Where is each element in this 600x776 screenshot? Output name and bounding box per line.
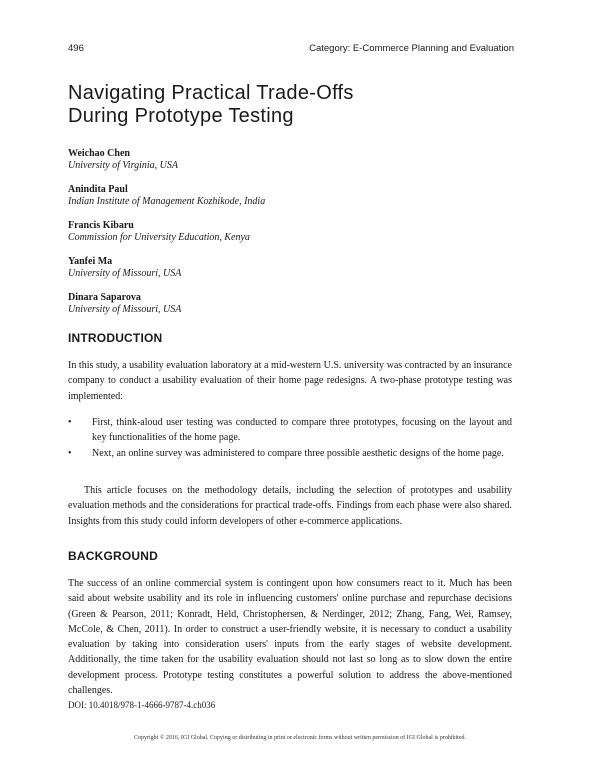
copyright-notice: Copyright © 2016, IGI Global. Copying or distributing in print or electronic forms without written permission of IGI Global is prohibited.: [133, 735, 466, 741]
bullet-text: Next, an online survey was administered to compare three possible aesthetic designs of the home page.: [92, 447, 504, 459]
author-entry: [68, 148, 265, 172]
introduction-paragraph-2: This article focuses on the methodology details, including the selection of prototypes and usability evaluation methods and the considerations for practical trade-offs. Findings from each phase were also shared. Insights from this study could inform developers of other e-commerce applications.: [68, 485, 512, 527]
bullet-text: First, think-aloud user testing was conducted to compare three prototypes, focusing on the layout and key functionalities of the home page.: [92, 417, 512, 444]
author-name: Dinara Saparova: [68, 292, 141, 303]
author-name: Yanfei Ma: [68, 256, 113, 267]
background-paragraph-1: The success of an online commercial system is contingent upon how consumers react to it. Much has been said about website usability and its role in influencing customers' online purchase and repurchase decisions (Green & Pearson, 2011; Konradt, Held, Christophersen, & Nerdinger, 2012; Zhang, Fang, Wei, Ramsey, McCole, & Chen, 2011). In order to construct a user-friendly website, it is necessary to conduct a usability evaluation by taking into consideration users' inputs from the early stages of website development. Additionally, the time taken for the usability evaluation should not last so long as to slow down the entire development process. Prototype testing constitutes a powerful solution to address the above-mentioned challenges.: [68, 578, 512, 697]
author-name: Weichao Chen: [68, 148, 130, 159]
article-title: [68, 82, 354, 128]
author-name: Anindita Paul: [68, 184, 128, 195]
title-line-1: Navigating Practical Trade-Offs: [68, 82, 354, 104]
author-list: [68, 148, 265, 328]
doi-label: DOI: 10.4018/978-1-4666-9787-4.ch036: [68, 700, 216, 710]
bullet-item: [68, 446, 512, 461]
category-label: Category: E-Commerce Planning and Evaluation: [309, 43, 514, 54]
page-number: 496: [68, 43, 84, 54]
introduction-paragraph-1: In this study, a usability evaluation laboratory at a mid-western U.S. university was contracted by an insurance company to conduct a usability evaluation of their home page redesigns. A two-phase prototype testing was implemented:: [68, 360, 512, 402]
bullet-item: [68, 415, 512, 446]
author-affiliation: Commission for University Education, Kenya: [68, 232, 250, 243]
title-line-2: During Prototype Testing: [68, 105, 294, 127]
background-heading: BACKGROUND: [68, 549, 158, 563]
bullet-marker: •: [68, 447, 72, 459]
bullet-marker: •: [68, 417, 72, 428]
bullet-list: [68, 415, 512, 461]
author-affiliation: University of Missouri, USA: [68, 268, 182, 279]
author-name: Francis Kibaru: [68, 220, 134, 231]
author-entry: [68, 292, 265, 316]
author-entry: [68, 184, 265, 208]
author-entry: [68, 256, 265, 280]
author-affiliation: University of Missouri, USA: [68, 304, 182, 315]
author-entry: [68, 220, 265, 244]
introduction-heading: INTRODUCTION: [68, 331, 163, 345]
author-affiliation: Indian Institute of Management Kozhikode, India: [68, 196, 266, 207]
author-affiliation: University of Virginia, USA: [68, 160, 178, 171]
